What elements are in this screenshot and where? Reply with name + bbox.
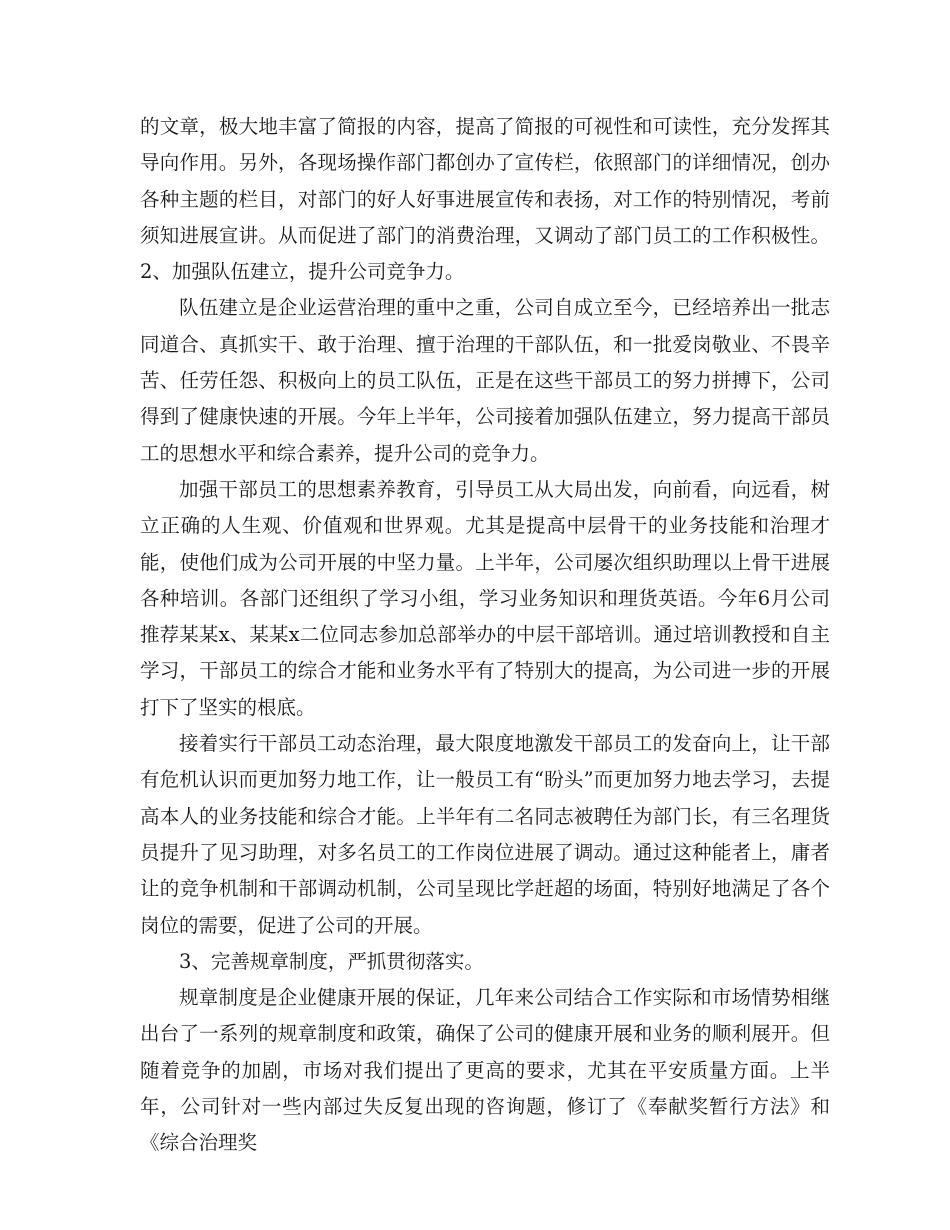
- paragraph-1: 的文章，极大地丰富了简报的内容，提高了简报的可视性和可读性，充分发挥其导向作用。另外，各现场操作部门都创办了宣传栏，依照部门的详细情况，创办各种主题的栏目，对部门的好人好事进展宣传和表扬，对工作的特别情况，考前须知进展宣讲。从而促进了部门的消费治理，又调动了部门员工的工作积极性。2、加强队伍建立，提升公司竞争力。: [140, 115, 830, 284]
- paragraph-5: 规章制度是企业健康开展的保证，几年来公司结合工作实际和市场情势相继出台了一系列的规章制度和政策，确保了公司的健康开展和业务的顺利展开。但随着竞争的加剧，市场对我们提出了更高的要求，尤其在平安质量方面。上半年，公司针对一些内部过失反复出现的咨询题，修订了《奉献奖暂行方法》和《综合治理奖: [140, 986, 830, 1155]
- document-body: [140, 109, 830, 1162]
- section-heading-3: 3、完善规章制度，严抓贯彻落实。: [179, 949, 484, 973]
- paragraph-2: 队伍建立是企业运营治理的重中之重，公司自成立至今，已经培养出一批志同道合、真抓实干、敢于治理、擅于治理的干部队伍，和一批爱岗敬业、不畏辛苦、任劳任怨、积极向上的员工队伍，正是在这些干部员工的努力拼搏下，公司得到了健康快速的开展。今年上半年，公司接着加强队伍建立，努力提高干部员工的思想水平和综合素养，提升公司的竞争力。: [140, 296, 830, 465]
- paragraph-4: 接着实行干部员工动态治理，最大限度地激发干部员工的发奋向上，让干部有危机认识而更加努力地工作，让一般员工有“盼头”而更加努力地去学习，去提高本人的业务技能和综合才能。上半年有二名同志被聘任为部门长，有三名理货员提升了见习助理，对多名员工的工作岗位进展了调动。通过这种能者上，庸者让的竞争机制和干部调动机制，公司呈现比学赶超的场面，特别好地满足了各个岗位的需要，促进了公司的开展。: [140, 732, 830, 937]
- paragraph-3: 加强干部员工的思想素养教育，引导员工从大局出发，向前看，向远看，树立正确的人生观、价值观和世界观。尤其是提高中层骨干的业务技能和治理才能，使他们成为公司开展的中坚力量。上半年，公司屡次组织助理以上骨干进展各种培训。各部门还组织了学习小组，学习业务知识和理货英语。今年6月公司推荐某某x、某某x二位同志参加总部举办的中层干部培训。通过培训教授和自主学习，干部员工的综合才能和业务水平有了特别大的提高，为公司进一步的开展打下了坚实的根底。: [140, 477, 830, 719]
